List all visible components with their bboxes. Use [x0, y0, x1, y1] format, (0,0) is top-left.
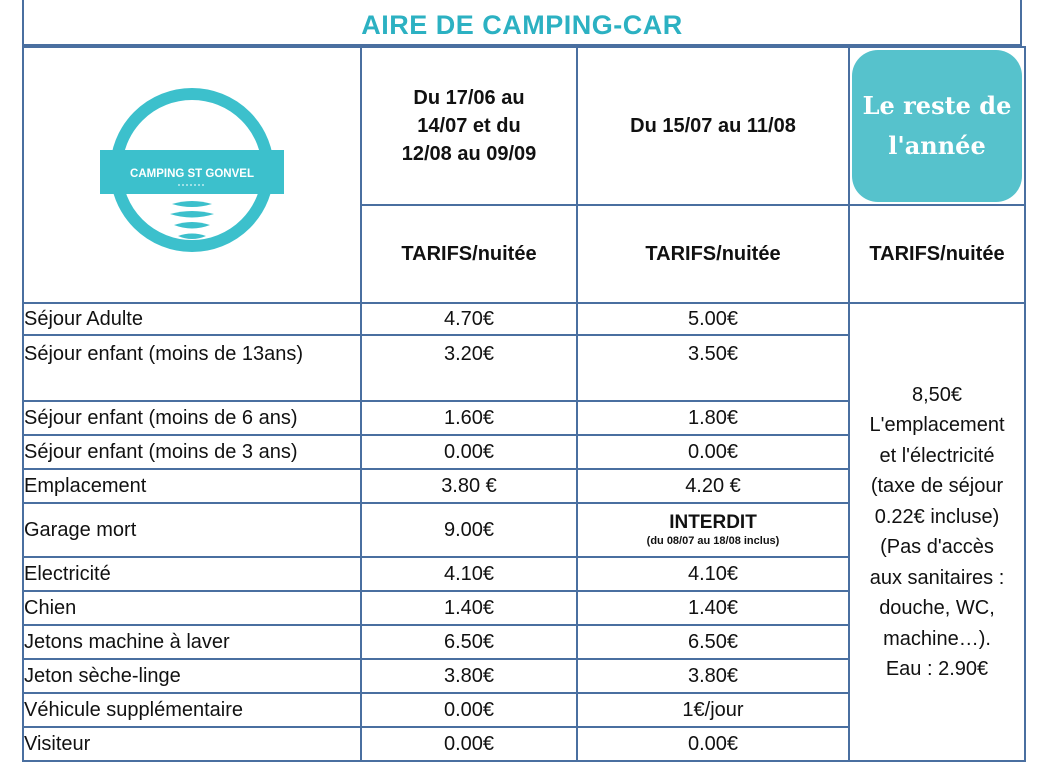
logo-cell — [23, 47, 361, 303]
row-label: Séjour enfant (moins de 3 ans) — [23, 435, 361, 469]
price-period-2: 0.00€ — [577, 727, 849, 761]
price-period-2: 3.50€ — [577, 335, 849, 401]
price-period-1: 6.50€ — [361, 625, 577, 659]
camping-logo — [92, 82, 292, 262]
logo-text: CAMPING ST GONVEL — [130, 168, 254, 180]
forbidden-text: INTERDIT — [669, 512, 757, 533]
column-header-3-cell — [849, 47, 1025, 205]
rest-line: et l'électricité — [879, 444, 995, 467]
price-period-1: 0.00€ — [361, 727, 577, 761]
price-period-1: 1.60€ — [361, 401, 577, 435]
rest-line: 0.22€ incluse) — [874, 505, 1000, 528]
row-label: Séjour Adulte — [23, 303, 361, 335]
row-label: Séjour enfant (moins de 13ans) — [23, 335, 361, 401]
row-label: Chien — [23, 591, 361, 625]
rest-line: Eau : 2.90€ — [885, 658, 989, 680]
price-period-1: 1.40€ — [361, 591, 577, 625]
header-row — [23, 47, 1025, 205]
rest-line: douche, WC, — [879, 597, 995, 619]
price-period-1: 0.00€ — [361, 693, 577, 727]
tarif-label-3: TARIFS/nuitée — [849, 205, 1025, 303]
forbidden-note: (du 08/07 au 18/08 inclus) — [646, 535, 780, 547]
column-header-2: Du 15/07 au 11/08 — [577, 47, 849, 205]
row-label: Séjour enfant (moins de 6 ans) — [23, 401, 361, 435]
price-period-1: 0.00€ — [361, 435, 577, 469]
rest-line: machine…). — [883, 627, 991, 650]
price-period-1: 3.80€ — [361, 659, 577, 693]
row-label: Emplacement — [23, 469, 361, 503]
rest-line: aux sanitaires : — [869, 566, 1005, 589]
rest-line: (Pas d'accès — [880, 536, 994, 558]
price-period-2-cell — [577, 503, 849, 557]
row-label: Garage mort — [23, 503, 361, 557]
row-label: Electricité — [23, 557, 361, 591]
column-header-1: Du 17/06 au 14/07 et du 12/08 au 09/09 — [361, 47, 577, 205]
rest-of-year-cell — [849, 303, 1025, 761]
row-label: Véhicule supplémentaire — [23, 693, 361, 727]
rest-line: 8,50€ — [911, 383, 963, 406]
price-period-2: 6.50€ — [577, 625, 849, 659]
title-band — [22, 0, 1022, 46]
tariff-sheet — [22, 0, 1024, 760]
row-label: Jetons machine à laver — [23, 625, 361, 659]
column-header-3-badge: Le reste de l'année — [852, 50, 1022, 202]
tariff-table — [22, 46, 1026, 762]
rest-line: (taxe de séjour — [870, 475, 1004, 497]
price-period-2: 1€/jour — [577, 693, 849, 727]
price-period-2: 4.10€ — [577, 557, 849, 591]
price-period-2: 5.00€ — [577, 303, 849, 335]
price-period-1: 3.20€ — [361, 335, 577, 401]
price-period-2: 1.80€ — [577, 401, 849, 435]
stones-icon — [170, 201, 214, 239]
price-period-1: 3.80 € — [361, 469, 577, 503]
price-period-1: 9.00€ — [361, 503, 577, 557]
rest-line: L'emplacement — [869, 414, 1005, 436]
tarif-label-2: TARIFS/nuitée — [577, 205, 849, 303]
row-label: Jeton sèche-linge — [23, 659, 361, 693]
tarif-label-1: TARIFS/nuitée — [361, 205, 577, 303]
table-row — [23, 303, 1025, 335]
row-label: Visiteur — [23, 727, 361, 761]
price-period-2: 3.80€ — [577, 659, 849, 693]
price-period-2: 4.20 € — [577, 469, 849, 503]
price-period-1: 4.10€ — [361, 557, 577, 591]
subtitle: AIRE DE CAMPING-CAR — [361, 10, 683, 40]
price-period-1: 4.70€ — [361, 303, 577, 335]
price-period-2: 1.40€ — [577, 591, 849, 625]
price-period-2: 0.00€ — [577, 435, 849, 469]
